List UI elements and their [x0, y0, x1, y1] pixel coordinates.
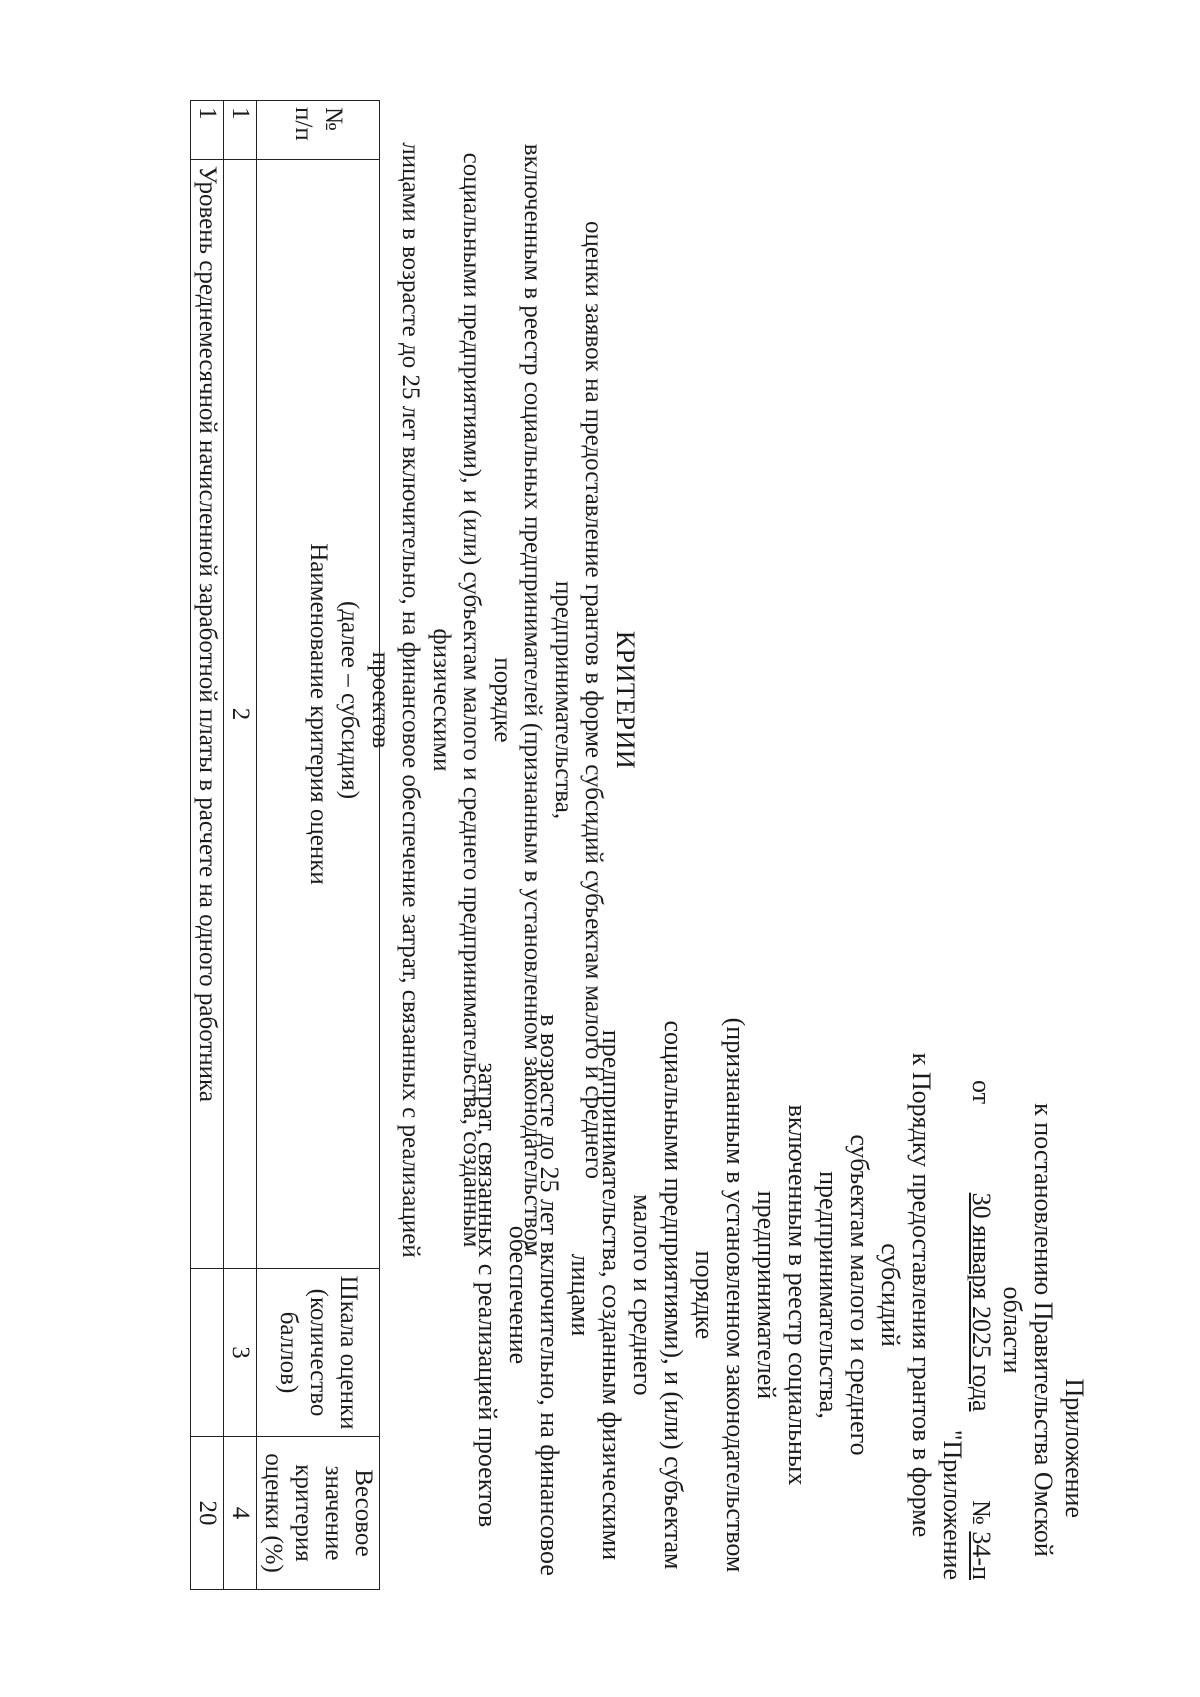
- order-appendix-line: в возрасте до 25 лет включительно, на финансовое обеспечение: [504, 1014, 564, 1576]
- number-group: [966, 1500, 997, 1580]
- appendix-header: [966, 1080, 1090, 1580]
- appendix-date-line: [966, 1080, 997, 1580]
- order-appendix-line: включенным в реестр социальных предпринимателей: [752, 1104, 812, 1486]
- header-weight: Весовое значение критерия оценки (%): [257, 1437, 380, 1590]
- column-number: 4: [224, 1437, 257, 1590]
- row-weight: 20: [191, 1437, 224, 1590]
- table-header-row: [257, 101, 380, 1590]
- order-appendix-line: затрат, связанных с реализацией проектов: [473, 1062, 502, 1528]
- appendix-title: Приложение: [1060, 1378, 1089, 1518]
- order-appendix-line: социальными предприятиями), и (или) субъектам малого и среднего: [628, 1020, 688, 1570]
- criteria-title-line: лицами в возрасте до 25 лет включительно, на финансовое обеспечение затрат, связанных с реализацией проектов: [367, 142, 425, 1258]
- criteria-table: [190, 100, 380, 1590]
- order-appendix-line: (признанным в установленном законодательством порядке: [690, 1017, 750, 1573]
- order-appendix-line: к Порядку предоставления грантов в форме субсидий: [876, 1052, 936, 1538]
- order-appendix-line: предпринимательства, созданным физическими лицами: [566, 1029, 626, 1561]
- criteria-title-line: социальными предприятиями), и (или) субъектам малого и среднего предпринимательства, созданным физическими: [428, 152, 486, 1248]
- number-label: №: [967, 1500, 996, 1525]
- column-number-row: [224, 101, 257, 1590]
- row-scale: [191, 1269, 224, 1437]
- row-num: 1: [191, 101, 224, 160]
- header-scale: Шкала оценки (количество баллов): [257, 1269, 380, 1437]
- resolution-date: 30 января 2025 года: [967, 1192, 996, 1412]
- criteria-title-line: (далее – субсидия): [336, 600, 364, 800]
- criteria-title-line: оценки заявок на предоставление грантов в форме субсидий субъектам малого и среднего предпринимательства,: [550, 220, 608, 1180]
- column-number: 3: [224, 1269, 257, 1437]
- header-name: Наименование критерия оценки: [257, 160, 380, 1269]
- resolution-number: 34-п: [967, 1531, 996, 1580]
- criteria-title-line: включенным в реестр социальных предпринимателей (признанным в установленном законодательством порядке: [489, 143, 547, 1257]
- header-num: № п/п: [257, 101, 380, 160]
- order-appendix-line: субъектам малого и среднего предпринимательства,: [814, 1134, 874, 1456]
- order-appendix-line: "Приложение: [938, 1429, 967, 1580]
- column-number: 1: [224, 101, 257, 160]
- appendix-resolution-line: к постановлению Правительства Омской области: [998, 1103, 1058, 1557]
- table-row: [191, 101, 224, 1590]
- column-number: 2: [224, 160, 257, 1269]
- criteria-heading: КРИТЕРИИ: [611, 630, 640, 770]
- from-label: от: [967, 1080, 996, 1105]
- row-criterion-name: Уровень среднемесячной начисленной заработной платы в расчете на одного работника: [191, 160, 224, 1269]
